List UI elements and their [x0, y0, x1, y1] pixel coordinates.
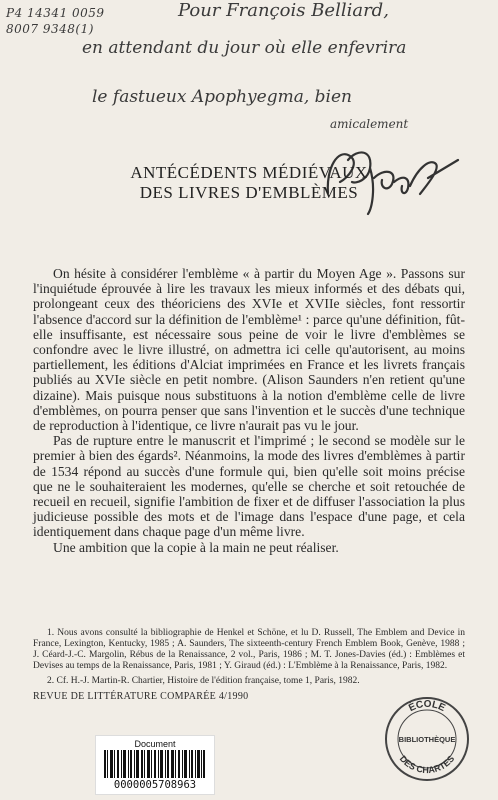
barcode-label [95, 735, 215, 795]
article-body [33, 266, 465, 555]
stamp-top-text: ÉCOLE [407, 698, 447, 715]
barcode-number: 0000005708963 [113, 779, 197, 791]
svg-text:DES CHARTES [398, 754, 457, 776]
stamp-bottom-text: DES CHARTES [397, 753, 457, 776]
paragraph: Une ambition que la copie à la main ne peut réaliser. [53, 539, 339, 555]
article-title-line-1: ANTÉCÉDENTS MÉDIÉVAUX [130, 163, 368, 182]
dedication-line-1: Pour François Belliard, [178, 0, 389, 21]
dedication-line-2: en attendant du jour où elle enfevrira [82, 38, 407, 58]
barcode-caption: Document [134, 739, 176, 749]
dedication-line-4: amicalement [330, 117, 409, 131]
dedication-line-3: le fastueux Apophyegma, bien [92, 87, 352, 107]
barcode-icon [104, 750, 206, 778]
stamp-center-text: BIBLIOTHÈQUE [398, 735, 456, 744]
article-title-line-2: DES LIVRES D'EMBLÈMES [139, 183, 359, 202]
footnote: 2. Cf. H.-J. Martin-R. Chartier, Histoire de l'édition française, tome 1, Paris, 1982. [47, 676, 360, 686]
paragraph: Pas de rupture entre le manuscrit et l'imprimé ; le second se modèle sur le premier à bien des égards². Néanmoins, la mode des livres d'emblèmes à partir de 1534 répond au succès d'une formule qui, bien qu'elle soit moins précise que ne le souhaiteraient les modernes, qu'elle se cherche et soit retouchée de recueil en recueil, signifie l'ambition de fixer et de diffuser l'association la plus judicieuse possible des mots et de l'image dans l'espace d'une page, et cela identiquement dans chaque page d'un même livre. [33, 433, 465, 540]
journal-reference: REVUE DE LITTÉRATURE COMPARÉE 4/1990 [33, 691, 249, 702]
call-number-2: 8007 9348(1) [6, 22, 94, 36]
footnotes [33, 628, 465, 691]
paragraph: On hésite à considérer l'emblème « à partir du Moyen Age ». Passons sur l'inquiétude éprouvée à lire les travaux les mieux informés et des débats qui, prolongeant ceux des théoriciens des XVIe et XVIIe siècles, font ressortir l'absence d'accord sur la définition de l'emblème¹ : parce qu'une définition, fût-elle insuffisante, est nécessaire sous peine de voir le livre d'emblèmes se confondre avec le livre illustré, on admettra ici celle qu'autorisent, au moins partiellement, les éditions d'Alciat imprimées en France et les livrets français publiés au XVIe siècle en petit nombre. (Alison Saunders n'en retient qu'une dizaine). Mais puisque nous substituons à la notion d'emblème celle de livre d'emblèmes, on pourra penser que sans l'invention et le succès d'une technique de reproduction à l'identique, ce livre n'aurait pas vu le jour. [33, 266, 465, 434]
footnote: 1. Nous avons consulté la bibliographie de Henkel et Schöne, et lu D. Russell, The Emblem and Device in France, Lexington, Kentucky, 1985 ; A. Saunders, The sixteenth-century French Emblem Book, Genève, 1988 ; J. Céard-J.-C. Margolin, Rébus de la Renaissance, 2 vol., Paris, 1986 ; M. T. Jones-Davies (éd.) : Emblèmes et Devises au temps de la Renaissance, Paris, 1981 ; Y. Giraud (éd.) : L'Emblème à la Renaissance, Paris, 1982. [33, 628, 465, 671]
library-stamp-icon [383, 695, 471, 783]
call-number-1: P4 14341 0059 [6, 6, 105, 20]
